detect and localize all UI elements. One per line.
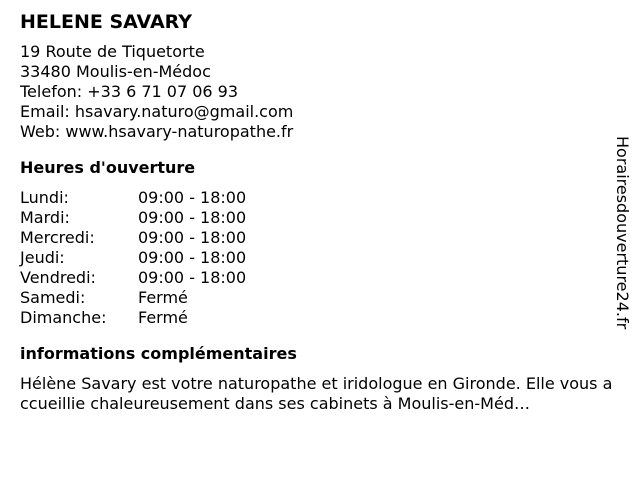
day-label: Jeudi: (20, 248, 65, 267)
day-label: Lundi: (20, 188, 69, 207)
hours-row-thursday (20, 248, 618, 268)
hours-row-saturday (20, 288, 618, 308)
info-description: Hélène Savary est votre naturopathe et iridologue en Gironde. Elle vous accueillie chaleureusement dans ses cabinets à Moulis-en-Méd… (20, 374, 613, 413)
time-value: Fermé (138, 308, 188, 327)
hours-row-friday (20, 268, 618, 288)
day-label: Mercredi: (20, 228, 95, 247)
time-value: 09:00 - 18:00 (138, 268, 247, 287)
time-value: 09:00 - 18:00 (138, 228, 247, 247)
time-value: 09:00 - 18:00 (138, 248, 247, 267)
info-title: informations complémentaires (20, 344, 297, 363)
time-value: 09:00 - 18:00 (138, 188, 247, 207)
hours-row-tuesday (20, 208, 618, 228)
hours-title: Heures d'ouverture (20, 158, 196, 177)
hours-row-wednesday (20, 228, 618, 248)
hours-list (20, 188, 618, 328)
phone-line: Telefon: +33 6 71 07 06 93 (20, 82, 239, 101)
hours-row-monday (20, 188, 618, 208)
time-value: Fermé (138, 288, 188, 307)
day-label: Samedi: (20, 288, 86, 307)
day-label: Mardi: (20, 208, 70, 227)
business-name: HELENE SAVARY (20, 11, 193, 33)
email-line: Email: hsavary.naturo@gmail.com (20, 102, 294, 121)
business-card (20, 10, 618, 414)
hours-row-sunday (20, 308, 618, 328)
address-line-2: 33480 Moulis-en-Médoc (20, 62, 211, 81)
time-value: 09:00 - 18:00 (138, 208, 247, 227)
site-watermark-label: Horairesdouverture24.fr (613, 136, 632, 330)
address-line-1: 19 Route de Tiquetorte (20, 42, 205, 61)
day-label: Vendredi: (20, 268, 96, 287)
web-line: Web: www.hsavary-naturopathe.fr (20, 122, 294, 141)
day-label: Dimanche: (20, 308, 107, 327)
